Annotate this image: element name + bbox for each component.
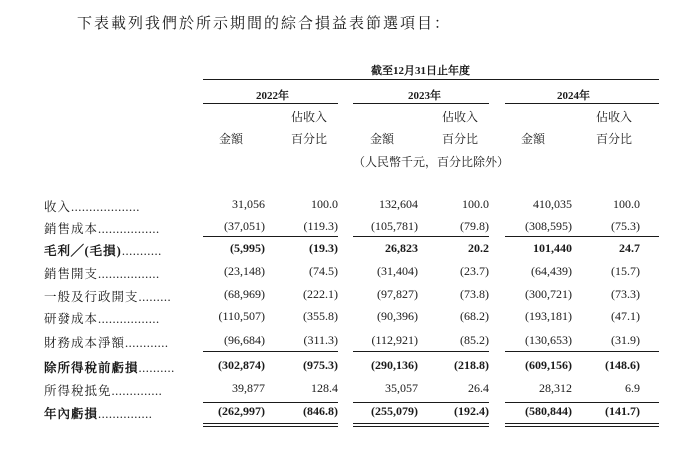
percent-cell: (85.2)	[460, 333, 489, 347]
leader-dots: .................	[98, 222, 160, 236]
amount-cell: (112,921)	[371, 333, 418, 347]
amount-cell: (110,507)	[218, 309, 265, 323]
row-label-text: 所得稅抵免	[44, 384, 112, 398]
percent-cell: (355.8)	[303, 309, 338, 323]
percent-cell: (73.3)	[611, 287, 640, 301]
amount-cell: 31,056	[232, 197, 265, 211]
row-label	[44, 309, 160, 327]
intro-text: 下表載列我們於所示期間的綜合損益表節選項目：	[77, 14, 452, 32]
period-header: 截至12月31日止年度	[371, 65, 470, 77]
leader-dots: ..........	[138, 361, 175, 375]
rule-before-net	[353, 402, 489, 403]
percent-cell: (311.3)	[303, 333, 338, 347]
percent-cell: 6.9	[625, 381, 640, 395]
rule-before-gross	[505, 236, 659, 237]
percent-cell: 128.4	[311, 381, 338, 395]
percent-cell: (74.5)	[309, 264, 338, 278]
row-label	[44, 241, 162, 259]
amount-cell: 35,057	[385, 381, 418, 395]
percent-cell: (73.8)	[460, 287, 489, 301]
year-2022-rule	[203, 103, 338, 104]
amount-cell: (290,136)	[371, 358, 418, 372]
row-label-text: 年內虧損	[44, 407, 99, 421]
amount-cell: (97,827)	[377, 287, 418, 301]
rule-before-gross	[203, 236, 338, 237]
leader-dots: ...................	[71, 200, 140, 214]
double-rule-bottom	[353, 426, 489, 427]
amount-cell: (302,874)	[218, 358, 265, 372]
percent-cell: (119.3)	[303, 219, 338, 233]
amount-cell: (308,595)	[525, 219, 572, 233]
percent-cell: (23.7)	[460, 264, 489, 278]
row-label-text: 除所得稅前虧損	[44, 361, 139, 375]
leader-dots: ..............	[111, 384, 163, 398]
row-label	[44, 358, 175, 376]
amount-cell: (64,439)	[531, 264, 572, 278]
percent-cell: (31.9)	[611, 333, 640, 347]
row-label	[44, 219, 160, 237]
percent-cell: 20.2	[468, 241, 489, 255]
row-label	[44, 381, 162, 399]
amount-cell: (262,997)	[218, 404, 265, 418]
amount-cell: 101,440	[533, 241, 572, 255]
amount-cell: (105,781)	[371, 219, 418, 233]
percent-cell: (15.7)	[611, 264, 640, 278]
year-2023: 2023年	[408, 90, 441, 102]
row-label-text: 收入	[44, 200, 72, 214]
percent-cell: (218.8)	[454, 358, 489, 372]
amount-cell: 132,604	[379, 197, 418, 211]
percent-cell: 100.0	[462, 197, 489, 211]
leader-dots: .................	[98, 267, 160, 281]
year-2024-rule	[505, 103, 659, 104]
percent-cell: 100.0	[613, 197, 640, 211]
col-pct-2022: 佔收入 百分比	[291, 110, 328, 146]
percent-cell: (141.7)	[605, 404, 640, 418]
row-label	[44, 264, 160, 282]
col-pct-2024: 佔收入 百分比	[596, 110, 633, 146]
percent-cell: (222.1)	[303, 287, 338, 301]
percent-cell: 100.0	[311, 197, 338, 211]
percent-cell: (19.3)	[309, 241, 338, 255]
amount-cell: (90,396)	[377, 309, 418, 323]
percent-cell: (75.3)	[611, 219, 640, 233]
year-2023-rule	[353, 103, 489, 104]
year-2022: 2022年	[256, 90, 289, 102]
percent-cell: (68.2)	[460, 309, 489, 323]
amount-cell: (37,051)	[224, 219, 265, 233]
row-label-text: 銷售成本	[44, 222, 99, 236]
leader-dots: ...........	[121, 244, 162, 258]
double-rule-top	[203, 423, 338, 424]
row-label	[44, 287, 171, 305]
amount-cell: (255,079)	[371, 404, 418, 418]
row-label	[44, 404, 152, 422]
percent-cell: (148.6)	[605, 358, 640, 372]
double-rule-bottom	[505, 426, 659, 427]
amount-cell: (68,969)	[224, 287, 265, 301]
percent-cell: 24.7	[619, 241, 640, 255]
amount-cell: (580,844)	[525, 404, 572, 418]
rule-before-pretax	[505, 351, 659, 352]
col-amount-2024: 金額	[521, 132, 546, 146]
percent-cell: (192.4)	[454, 404, 489, 418]
row-label-text: 銷售開支	[44, 267, 99, 281]
rule-before-pretax	[353, 351, 489, 352]
leader-dots: ............	[125, 336, 169, 350]
amount-cell: (193,181)	[525, 309, 572, 323]
percent-cell: (47.1)	[611, 309, 640, 323]
double-rule-top	[353, 423, 489, 424]
percent-cell: (846.8)	[303, 404, 338, 418]
percent-cell: (975.3)	[303, 358, 338, 372]
percent-cell: (79.8)	[460, 219, 489, 233]
col-pct-2023: 佔收入 百分比	[442, 110, 479, 146]
amount-cell: 39,877	[232, 381, 265, 395]
percent-cell: 26.4	[468, 381, 489, 395]
amount-cell: (5,995)	[230, 241, 265, 255]
amount-cell: 26,823	[385, 241, 418, 255]
row-label-text: 毛利╱(毛損)	[44, 244, 122, 258]
year-2024: 2024年	[557, 90, 590, 102]
amount-cell: 28,312	[539, 381, 572, 395]
amount-cell: (23,148)	[224, 264, 265, 278]
row-label	[44, 197, 140, 215]
unit-note: （人民幣千元，百分比除外）	[353, 155, 510, 169]
rule-before-net	[505, 402, 659, 403]
double-rule-bottom	[203, 426, 338, 427]
row-label	[44, 333, 169, 351]
rule-before-net	[203, 402, 338, 403]
amount-cell: (96,684)	[224, 333, 265, 347]
double-rule-top	[505, 423, 659, 424]
leader-dots: ...............	[98, 407, 153, 421]
leader-dots: .................	[98, 312, 160, 326]
leader-dots: .........	[138, 290, 172, 304]
amount-cell: (130,653)	[525, 333, 572, 347]
amount-cell: (609,156)	[525, 358, 572, 372]
rule-before-gross	[353, 236, 489, 237]
col-amount-2023: 金額	[370, 132, 395, 146]
amount-cell: (31,404)	[377, 264, 418, 278]
row-label-text: 一般及行政開支	[44, 290, 139, 304]
row-label-text: 財務成本淨額	[44, 336, 126, 350]
amount-cell: 410,035	[533, 197, 572, 211]
rule-before-pretax	[203, 351, 338, 352]
period-header-rule	[203, 79, 659, 80]
amount-cell: (300,721)	[525, 287, 572, 301]
row-label-text: 研發成本	[44, 312, 99, 326]
col-amount-2022: 金額	[219, 132, 244, 146]
